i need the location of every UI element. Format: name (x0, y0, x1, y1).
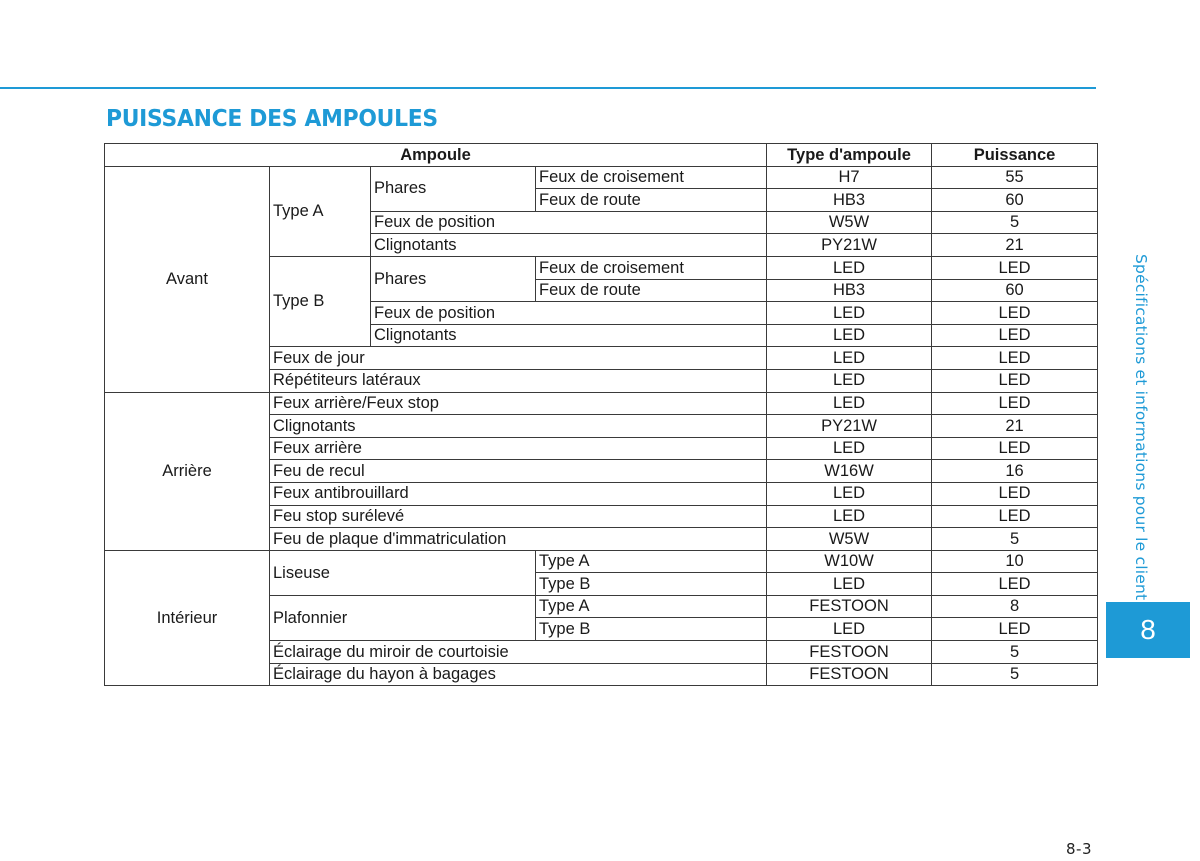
power-cell: 5 (932, 528, 1098, 551)
detail-label: Type A (536, 550, 767, 573)
bulb-type-cell: LED (767, 618, 932, 641)
detail-label: Feux de croisement (536, 166, 767, 189)
detail-label: Feux de route (536, 189, 767, 212)
power-cell: LED (932, 256, 1098, 279)
power-cell: 60 (932, 279, 1098, 302)
bulb-type-cell: PY21W (767, 415, 932, 438)
item-label: Feux de position (371, 302, 767, 325)
item-label: Feux arrière (270, 437, 767, 460)
subgroup-label: Type A (270, 166, 371, 256)
item-label: Feu de recul (270, 460, 767, 483)
table-row (105, 166, 1098, 189)
item-label: Phares (371, 256, 536, 301)
power-cell: 5 (932, 211, 1098, 234)
power-cell: LED (932, 505, 1098, 528)
page-title: PUISSANCE DES AMPOULES (106, 106, 438, 132)
bulb-type-cell: LED (767, 302, 932, 325)
power-cell: 21 (932, 234, 1098, 257)
power-cell: 60 (932, 189, 1098, 212)
table-header-row (105, 144, 1098, 167)
power-cell: LED (932, 618, 1098, 641)
bulb-type-cell: H7 (767, 166, 932, 189)
table-row (105, 392, 1098, 415)
top-rule (0, 87, 1096, 89)
power-cell: 16 (932, 460, 1098, 483)
power-cell: 5 (932, 641, 1098, 664)
bulb-type-cell: PY21W (767, 234, 932, 257)
item-label: Feu stop surélevé (270, 505, 767, 528)
table-row (105, 550, 1098, 573)
bulb-type-cell: W5W (767, 528, 932, 551)
bulb-type-cell: FESTOON (767, 641, 932, 664)
bulb-type-cell: HB3 (767, 279, 932, 302)
group-label-interior: Intérieur (105, 550, 270, 686)
item-label: Feux arrière/Feux stop (270, 392, 767, 415)
section-side-label: Spécifications et informations pour le client (1132, 254, 1150, 601)
item-label: Clignotants (371, 324, 767, 347)
power-cell: LED (932, 347, 1098, 370)
bulb-type-cell: W10W (767, 550, 932, 573)
bulb-spec-table (104, 143, 1098, 686)
item-label: Liseuse (270, 550, 536, 595)
power-cell: 55 (932, 166, 1098, 189)
bulb-type-cell: LED (767, 392, 932, 415)
power-cell: LED (932, 573, 1098, 596)
item-label: Feux antibrouillard (270, 482, 767, 505)
bulb-type-cell: LED (767, 437, 932, 460)
bulb-type-cell: LED (767, 324, 932, 347)
bulb-type-cell: W16W (767, 460, 932, 483)
item-label: Clignotants (270, 415, 767, 438)
header-power: Puissance (932, 144, 1098, 167)
power-cell: 5 (932, 663, 1098, 686)
header-bulb-type: Type d'ampoule (767, 144, 932, 167)
item-label: Feux de position (371, 211, 767, 234)
detail-label: Type A (536, 595, 767, 618)
item-label: Éclairage du miroir de courtoisie (270, 641, 767, 664)
item-label: Phares (371, 166, 536, 211)
power-cell: 8 (932, 595, 1098, 618)
chapter-tab[interactable]: 8 (1106, 602, 1190, 658)
bulb-type-cell: FESTOON (767, 663, 932, 686)
power-cell: LED (932, 437, 1098, 460)
detail-label: Feux de croisement (536, 256, 767, 279)
group-label-front: Avant (105, 166, 270, 392)
subgroup-label: Type B (270, 256, 371, 346)
item-label: Feu de plaque d'immatriculation (270, 528, 767, 551)
header-bulb: Ampoule (105, 144, 767, 167)
power-cell: LED (932, 324, 1098, 347)
item-label: Répétiteurs latéraux (270, 369, 767, 392)
power-cell: 10 (932, 550, 1098, 573)
group-label-rear: Arrière (105, 392, 270, 550)
power-cell: LED (932, 392, 1098, 415)
bulb-type-cell: FESTOON (767, 595, 932, 618)
power-cell: LED (932, 369, 1098, 392)
item-label: Éclairage du hayon à bagages (270, 663, 767, 686)
item-label: Clignotants (371, 234, 767, 257)
bulb-type-cell: LED (767, 347, 932, 370)
detail-label: Type B (536, 618, 767, 641)
detail-label: Feux de route (536, 279, 767, 302)
power-cell: 21 (932, 415, 1098, 438)
bulb-type-cell: LED (767, 573, 932, 596)
bulb-type-cell: W5W (767, 211, 932, 234)
page-number: 8-3 (1066, 840, 1092, 858)
bulb-type-cell: LED (767, 369, 932, 392)
bulb-type-cell: LED (767, 482, 932, 505)
power-cell: LED (932, 482, 1098, 505)
bulb-type-cell: LED (767, 505, 932, 528)
bulb-type-cell: HB3 (767, 189, 932, 212)
bulb-type-cell: LED (767, 256, 932, 279)
item-label: Feux de jour (270, 347, 767, 370)
power-cell: LED (932, 302, 1098, 325)
item-label: Plafonnier (270, 595, 536, 640)
detail-label: Type B (536, 573, 767, 596)
